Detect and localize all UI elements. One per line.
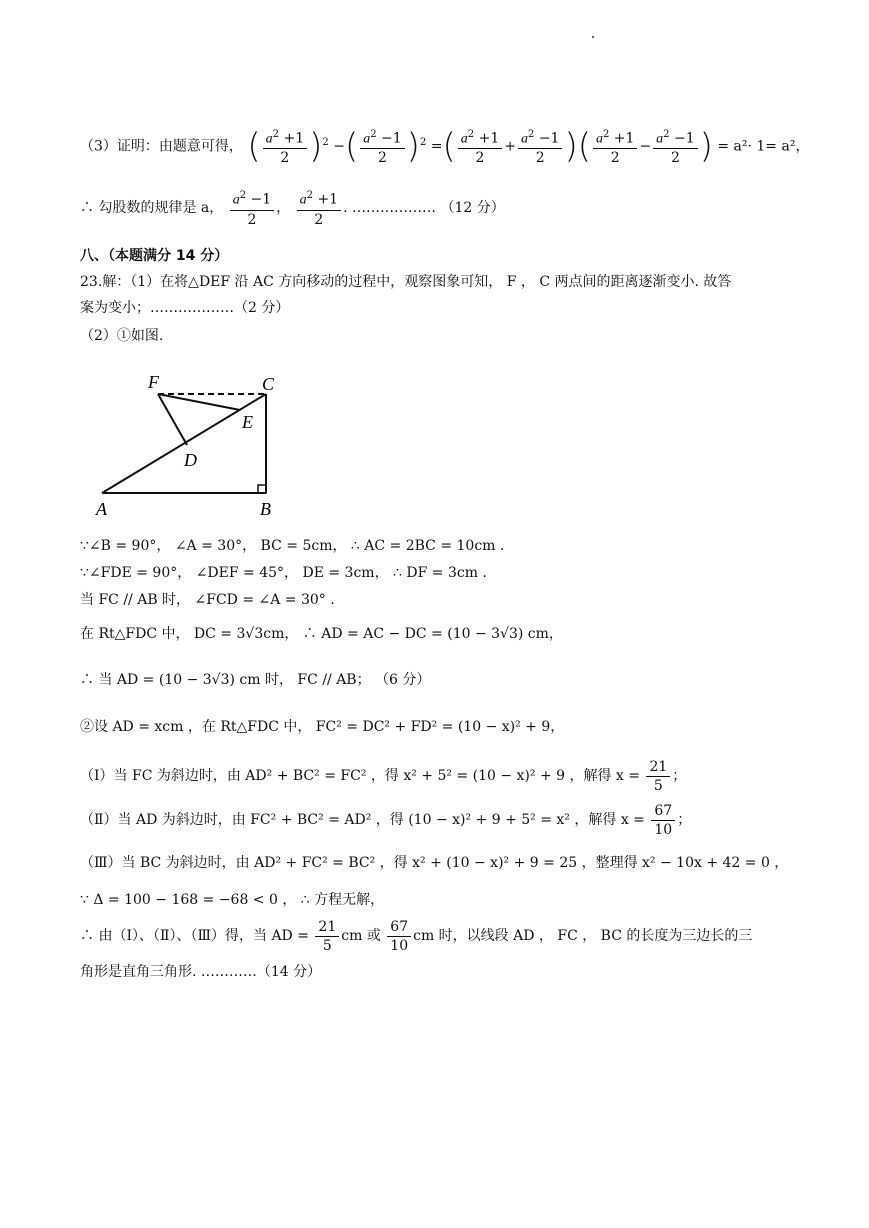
case2-text: （Ⅱ）当 AD 为斜边时，由 FC² + BC² = AD² ，得 (10 − x)² + 9 + 5² = x² ，解得 x = (80, 812, 645, 828)
label-E: E (242, 412, 253, 432)
q23-line3: （2）①如图. (80, 328, 164, 344)
frac-a2m1-over-2: $\frac{a^2 -1}{2}$ (360, 126, 404, 168)
case2-fraction: $\frac{67}{10}$ (651, 802, 675, 839)
step2: ∵∠FDE = 90°， ∠DEF = 45°， DE = 3cm， ∴ DF = 3cm . (80, 565, 487, 581)
label-A: A (96, 499, 107, 519)
segment-FD (158, 394, 187, 445)
step6: ②设 AD = xcm ，在 Rt△FDC 中， FC² = DC² + FD² = (10 − x)² + 9， (80, 719, 565, 735)
part3-conclusion: ∴ 勾股数的规律是 a， $\frac{a^2 -1}{2}$ ， $\frac{a^2 +1}{2}$ . ……………… （12 分） (80, 186, 505, 230)
case1-fraction: $\frac{21}{5}$ (646, 758, 670, 795)
label-B: B (260, 499, 271, 519)
delta-line: ∵ Δ = 100 − 168 = −68 < 0 ， ∴ 方程无解， (80, 892, 385, 908)
frac-a2p1-over-2: $\frac{a^2 +1}{2}$ (263, 126, 307, 168)
step5: ∴ 当 AD = (10 − 3√3) cm 时， FC // AB； （6 分） (80, 672, 431, 688)
page-mark-dot (592, 36, 594, 38)
segment-FE (158, 394, 240, 410)
label-F: F (148, 372, 159, 392)
final-mid: cm 或 (341, 928, 381, 944)
final-line2: 角形是直角三角形. …………（14 分） (80, 964, 322, 980)
label-D: D (184, 450, 197, 470)
final-suffix: cm 时，以线段 AD ， FC ， BC 的长度为三边长的三 (413, 928, 753, 944)
case1: （Ⅰ）当 FC 为斜边时，由 AD² + BC² = FC² ，得 x² + 5² = (10 − x)² + 9 ，解得 x = $\frac{21}{5}$ ； (80, 758, 687, 794)
triangle-figure (80, 362, 290, 522)
right-angle-mark (258, 485, 266, 493)
final-prefix: ∴ 由（Ⅰ）、（Ⅱ）、（Ⅲ）得，当 AD = (80, 928, 309, 944)
case1-text: （Ⅰ）当 FC 为斜边时，由 AD² + BC² = FC² ，得 x² + 5² = (10 − x)² + 9 ，解得 x = (80, 768, 641, 784)
label-C: C (262, 374, 275, 394)
step1: ∵∠B = 90°， ∠A = 30°， BC = 5cm， ∴ AC = 2BC = 10cm . (80, 538, 505, 554)
case3: （Ⅲ）当 BC 为斜边时，由 AD² + FC² = BC² ，得 x² + (10 − x)² + 9 = 25 ，整理得 x² − 10x + 42 = 0 ， (80, 855, 789, 871)
case2: （Ⅱ）当 AD 为斜边时，由 FC² + BC² = AD² ，得 (10 − x)² + 9 + 5² = x² ，解得 x = $\frac{67}{10}$ ； (80, 802, 692, 838)
section8-title: 八、（本题满分 14 分） (80, 248, 229, 264)
part3-tail: = a²· 1= a²， (717, 138, 810, 155)
part3-proof-line: （3）证明：由题意可得， ( $\frac{a^2 +1}{2}$ )$^2$ −( $\frac{a^2 -1}{2}$ )$^2$ =( $\frac{a^2 +1}{2}$ + $\frac{a^2 -1}{2}$ )( $\frac{a^2 +1}{2}$ − $\frac{a^2 -1}{2}$ ) = a²· 1= a²， (80, 126, 810, 167)
q23-line1: 23.解：（1）在将△DEF 沿 AC 方向移动的过程中，观察图象可知， F ， C 两点间的距离逐渐变小. 故答 (80, 274, 732, 290)
q23-line2: 案为变小；………………（2 分） (80, 300, 290, 316)
final-line: ∴ 由（Ⅰ）、（Ⅱ）、（Ⅲ）得，当 AD = $\frac{21}{5}$ cm 或 $\frac{67}{10}$ cm 时，以线段 AD ， FC ， BC 的长度为三边长的三 (80, 918, 753, 954)
part3-conclusion-prefix: ∴ 勾股数的规律是 a， (80, 200, 224, 216)
segment-AC (102, 394, 266, 493)
step4: 在 Rt△FDC 中， DC = 3√3cm， ∴ AD = AC − DC = (10 − 3√3) cm， (80, 626, 563, 642)
part3-conclusion-suffix: ……………… （12 分） (352, 200, 505, 216)
part3-intro: （3）证明：由题意可得， (80, 138, 243, 155)
step3: 当 FC // AB 时， ∠FCD = ∠A = 30° . (80, 592, 335, 608)
